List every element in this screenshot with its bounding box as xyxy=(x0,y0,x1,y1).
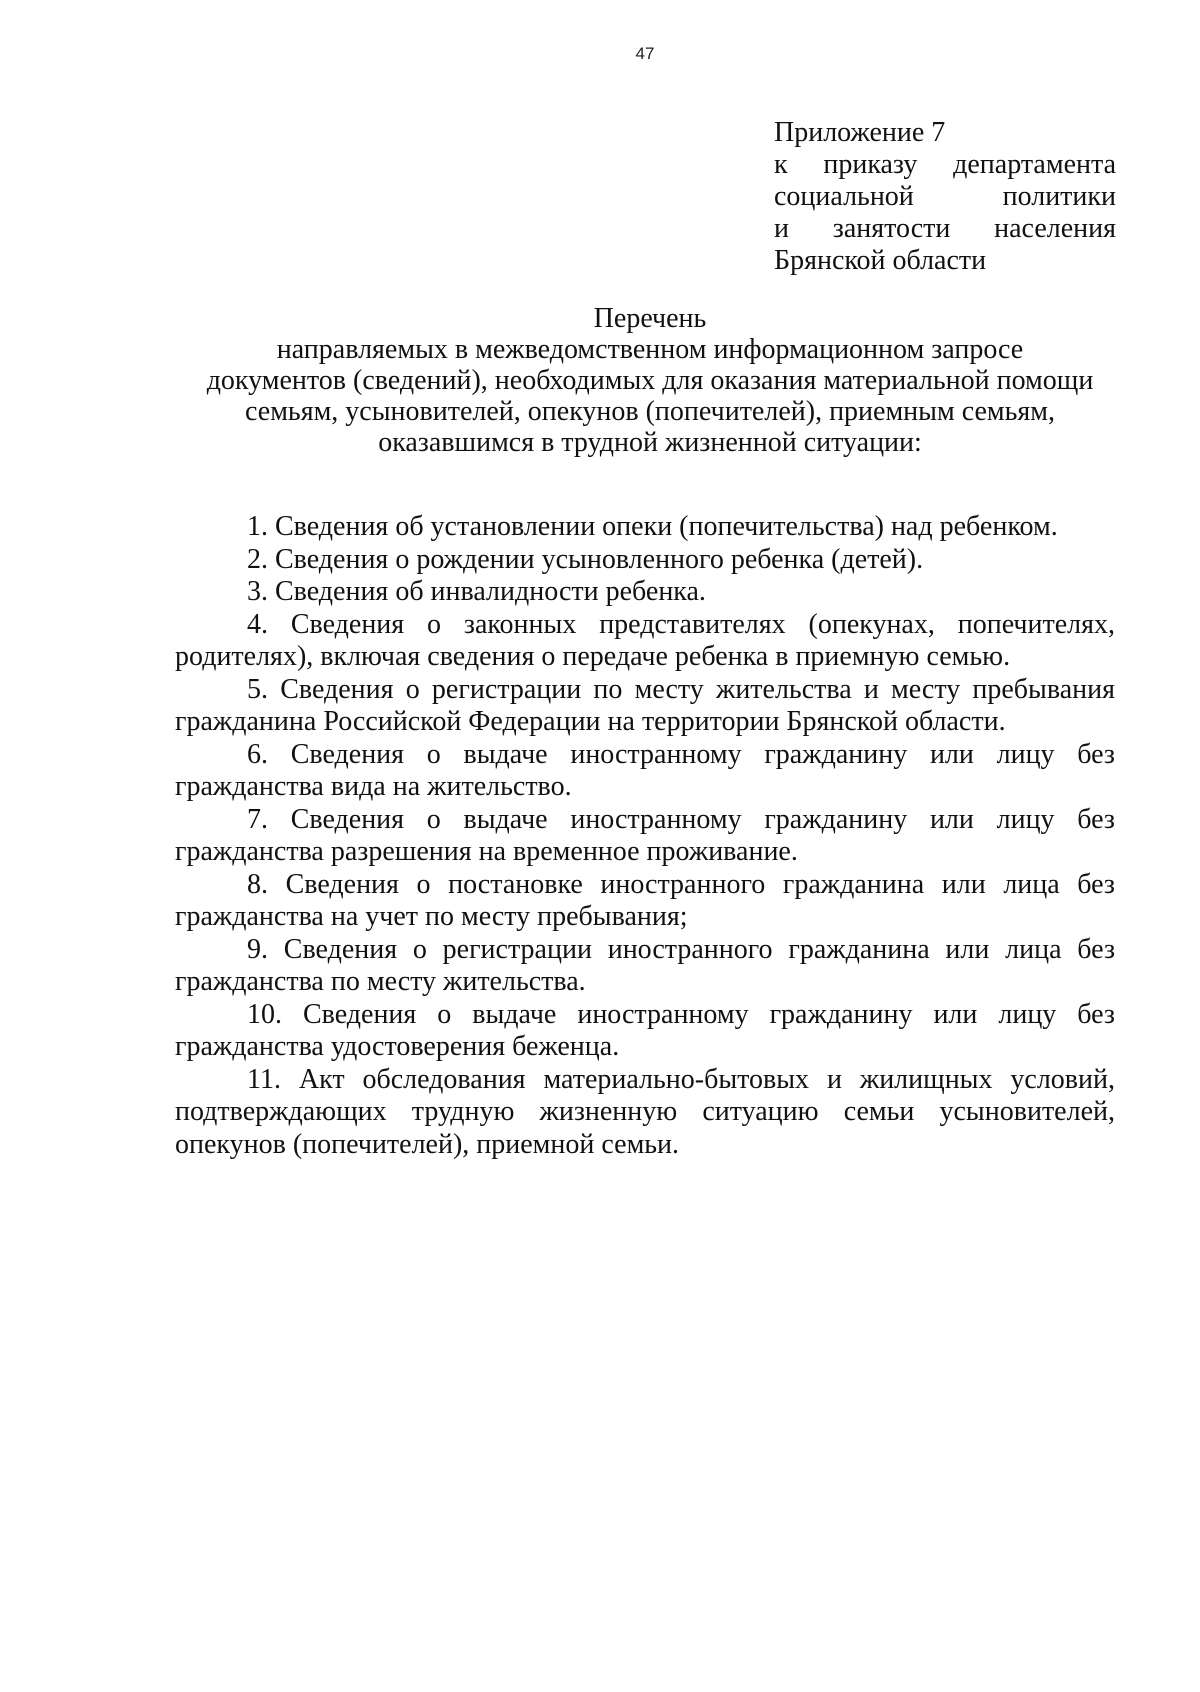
list-item: 3. Сведения об инвалидности ребенка. xyxy=(247,576,706,607)
heading-line: документов (сведений), необходимых для оказания материальной помощи xyxy=(206,365,1094,396)
list-item: 9. Сведения о регистрации иностранного гражданина или лица без гражданства по месту жительства. xyxy=(175,933,1115,997)
appendix-order-line: к приказу департамента xyxy=(774,149,1116,180)
list-item: 11. Акт обследования материально-бытовых и жилищных условий, подтверждающих трудную жизненную ситуацию семьи усыновителей, опекунов (попечителей), приемной семьи. xyxy=(175,1063,1115,1160)
appendix-region-line: Брянской области xyxy=(774,245,987,276)
appendix-title: Приложение 7 xyxy=(774,117,946,148)
heading-line: семьям, усыновителей, опекунов (попечителей), приемным семьям, xyxy=(245,396,1055,427)
list-item: 10. Сведения о выдаче иностранному гражданину или лицу без гражданства удостоверения беженца. xyxy=(175,998,1115,1062)
list-item: 1. Сведения об установлении опеки (попечительства) над ребенком. xyxy=(247,511,1058,542)
list-item: 2. Сведения о рождении усыновленного ребенка (детей). xyxy=(247,543,924,575)
appendix-block xyxy=(774,117,1116,277)
heading-line: оказавшимся в трудной жизненной ситуации: xyxy=(378,427,922,458)
appendix-employment-line: и занятости населения xyxy=(774,213,1116,244)
page-number: 47 xyxy=(635,44,655,63)
heading-line: направляемых в межведомственном информационном запросе xyxy=(276,334,1024,365)
list-item: 4. Сведения о законных представителях (опекунах, попечителях, родителях), включая сведения о передаче ребенка в приемную семью. xyxy=(175,608,1115,672)
document-heading xyxy=(175,303,1125,458)
list-item: 8. Сведения о постановке иностранного гражданина или лица без гражданства на учет по месту пребывания; xyxy=(175,868,1115,932)
documents-list xyxy=(175,511,1115,1161)
list-item: 7. Сведения о выдаче иностранному гражданину или лицу без гражданства разрешения на временное проживание. xyxy=(175,803,1115,867)
heading-title: Перечень xyxy=(593,303,707,334)
appendix-social-line: социальной политики xyxy=(774,181,1116,212)
list-item: 6. Сведения о выдаче иностранному гражданину или лицу без гражданства вида на жительство. xyxy=(175,738,1115,802)
list-item: 5. Сведения о регистрации по месту жительства и месту пребывания гражданина Российской Федерации на территории Брянской области. xyxy=(175,673,1115,737)
